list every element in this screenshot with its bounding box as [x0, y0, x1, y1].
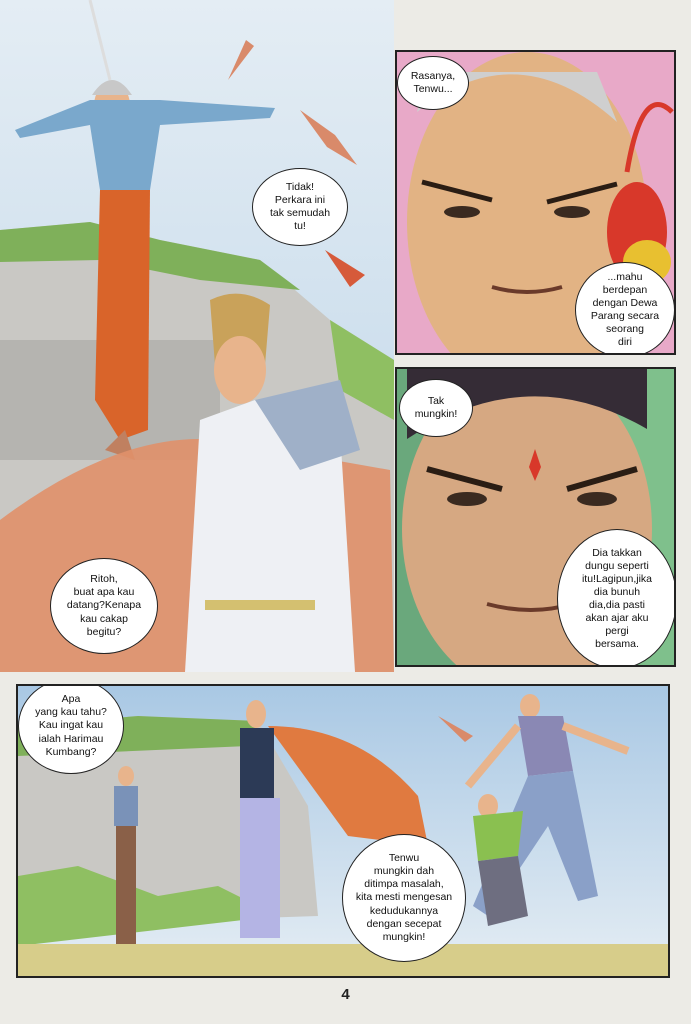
speech-bubble: Dia takkan dungu seperti itu!Lagipun,jika dia bunuh dia,dia pasti akan ajar aku pergi bersama. [557, 529, 676, 667]
panel-2 [395, 50, 676, 355]
speech-bubble: Apa yang kau tahu? Kau ingat kau ialah Harimau Kumbang? [18, 684, 124, 774]
distant-warrior [114, 766, 138, 944]
speech-bubble: Ritoh, buat apa kau datang?Kenapa kau cakap begitu? [50, 558, 158, 654]
panel-1-art [0, 0, 394, 672]
speech-bubble: Tidak! Perkara ini tak semudah tu! [252, 168, 348, 246]
speech-bubble: ...mahu berdepan dengan Dewa Parang secara seorang diri [575, 262, 675, 355]
page-number: 4 [341, 986, 350, 1003]
speech-bubble: Tak mungkin! [399, 379, 473, 437]
speech-bubble: Rasanya, Tenwu... [397, 56, 469, 110]
panel-1 [0, 0, 394, 672]
panel-4 [16, 684, 670, 978]
ground [18, 944, 670, 978]
panel-3 [395, 367, 676, 667]
speech-bubble: Tenwu mungkin dah ditimpa masalah, kita mesti mengesan kedudukannya dengan secepat mungkin! [342, 834, 466, 962]
